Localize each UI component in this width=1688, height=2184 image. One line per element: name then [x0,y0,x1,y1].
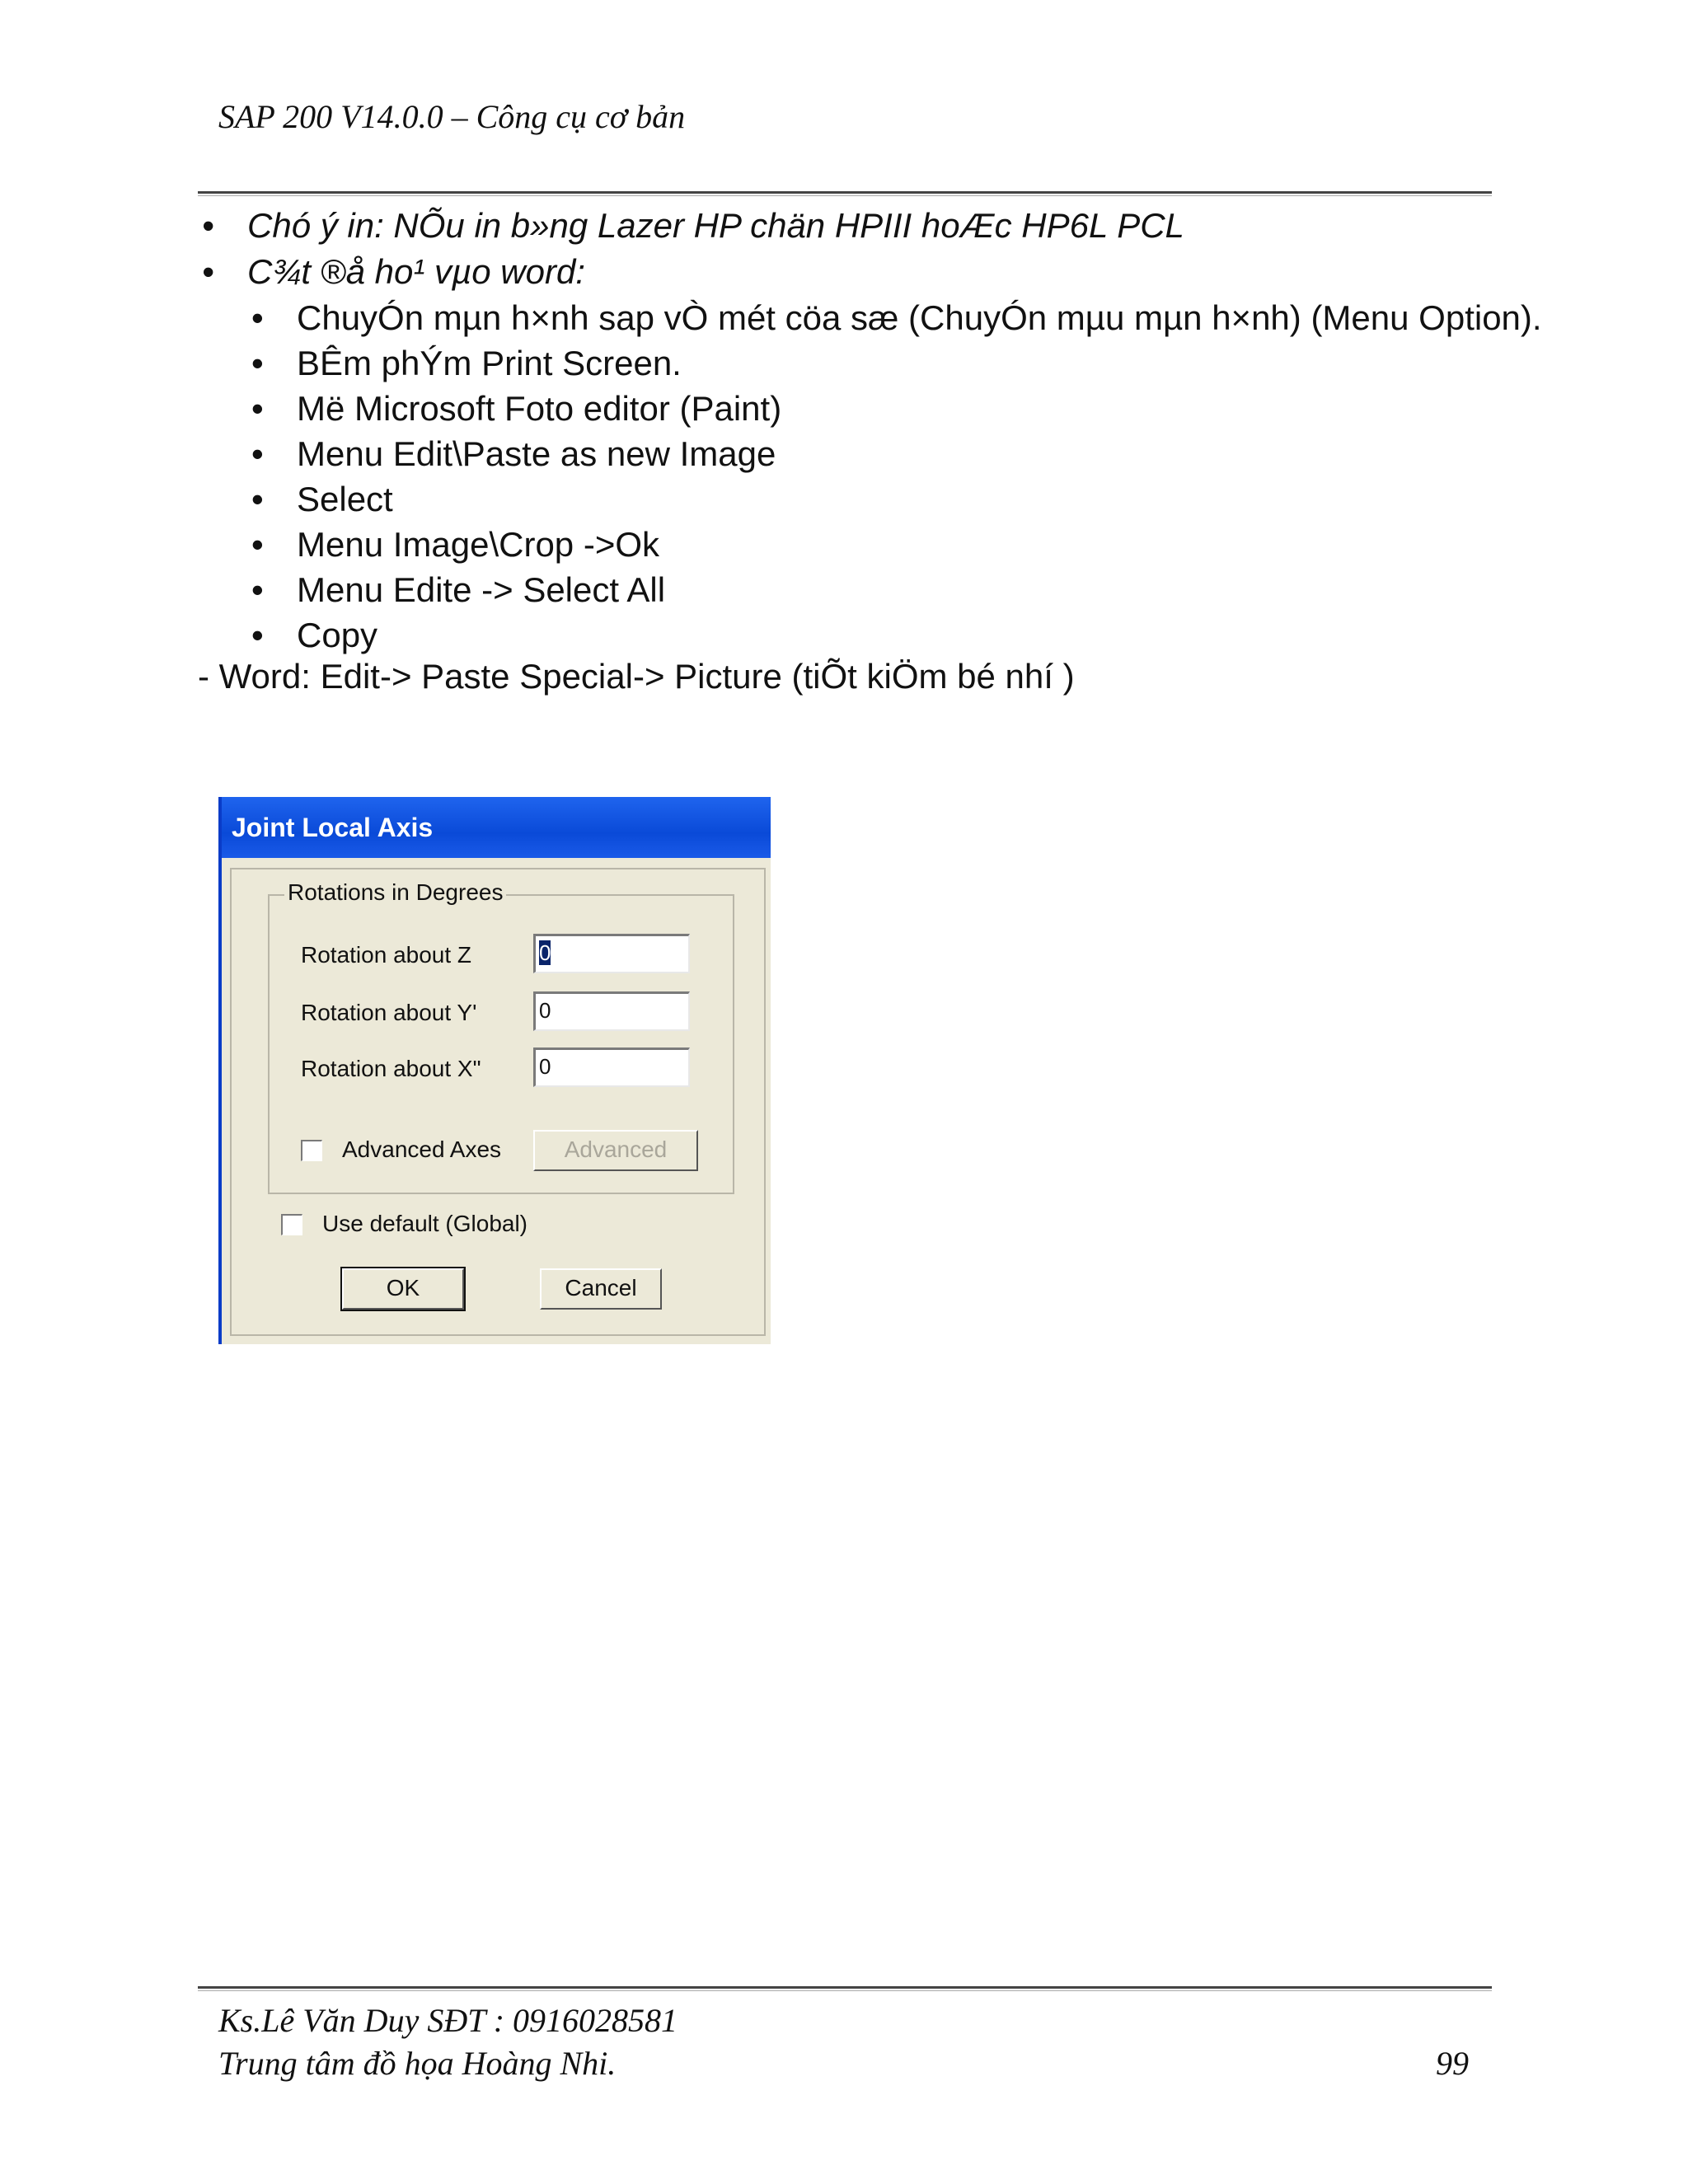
step-text: Copy [297,616,378,654]
step-item [251,612,378,658]
note-text: C¾t ®å ho¹ vµo word: [247,252,585,291]
step-text: Menu Edite -> Select All [297,570,666,609]
step-item [251,386,782,432]
bullet: • [251,480,264,518]
note-text: Chó ý in: NÕu in b»ng Lazer HP chän HPIII hoÆc HP6L PCL [247,206,1184,245]
step-item [251,522,660,568]
use-default-checkbox[interactable] [281,1214,302,1235]
footer-center: Trung tâm đồ họa Hoàng Nhi. [218,2045,617,2082]
rotation-y-label: Rotation about Y' [301,1000,477,1025]
rotation-y-input[interactable]: 0 [533,991,690,1031]
dialog-title: Joint Local Axis [222,797,771,858]
bullet: • [251,434,264,473]
bullet: • [202,206,214,245]
ok-button[interactable]: OK [342,1268,464,1310]
bullet: • [251,344,264,382]
rotation-x-input[interactable]: 0 [533,1047,690,1087]
footer-author: Ks.Lê Văn Duy SĐT : 0916028581 [218,2002,678,2039]
rotations-group-label: Rotations in Degrees [284,879,506,906]
step-text: Menu Edit\Paste as new Image [297,434,776,473]
step-text: BÊm phÝm Print Screen. [297,344,682,382]
rotation-z-value: 0 [539,940,551,965]
step-item [251,567,666,613]
joint-local-axis-dialog [218,797,771,1344]
bullet: • [251,389,264,428]
bullet: • [251,525,264,564]
page-number: 99 [1436,2045,1469,2082]
step-item [251,476,393,523]
step-text: ChuyÓn mµn h×nh sap vÒ mét cöa sæ (ChuyÓn mµu mµn h×nh) (Menu Option). [297,298,1542,337]
rotation-x-label: Rotation about X" [301,1056,481,1081]
word-paste-line: - Word: Edit-> Paste Special-> Picture (tiÕt kiÖm bé nhí ) [198,657,1075,696]
footer-rule [198,1986,1492,1991]
step-text: Menu Image\Crop ->Ok [297,525,660,564]
page-header-title: SAP 200 V14.0.0 – Công cụ cơ bản [218,98,686,135]
note-print [202,203,1184,249]
bullet: • [251,298,264,337]
step-item [251,431,776,477]
step-text: Më Microsoft Foto editor (Paint) [297,389,782,428]
rotation-z-input[interactable] [533,934,690,973]
use-default-label: Use default (Global) [322,1211,528,1236]
bullet: • [202,252,214,291]
step-text: Select [297,480,393,518]
bullet: • [251,570,264,609]
rotations-group [268,879,734,1194]
bullet: • [251,616,264,654]
advanced-axes-label: Advanced Axes [342,1137,502,1162]
step-item [251,295,1542,341]
advanced-button[interactable]: Advanced [533,1130,698,1171]
cancel-button[interactable]: Cancel [540,1268,662,1310]
rotation-z-label: Rotation about Z [301,942,472,968]
step-item [251,340,682,387]
header-rule [198,191,1492,196]
dialog-body [230,868,766,1336]
advanced-axes-checkbox[interactable] [301,1140,322,1161]
note-cut [202,249,585,295]
